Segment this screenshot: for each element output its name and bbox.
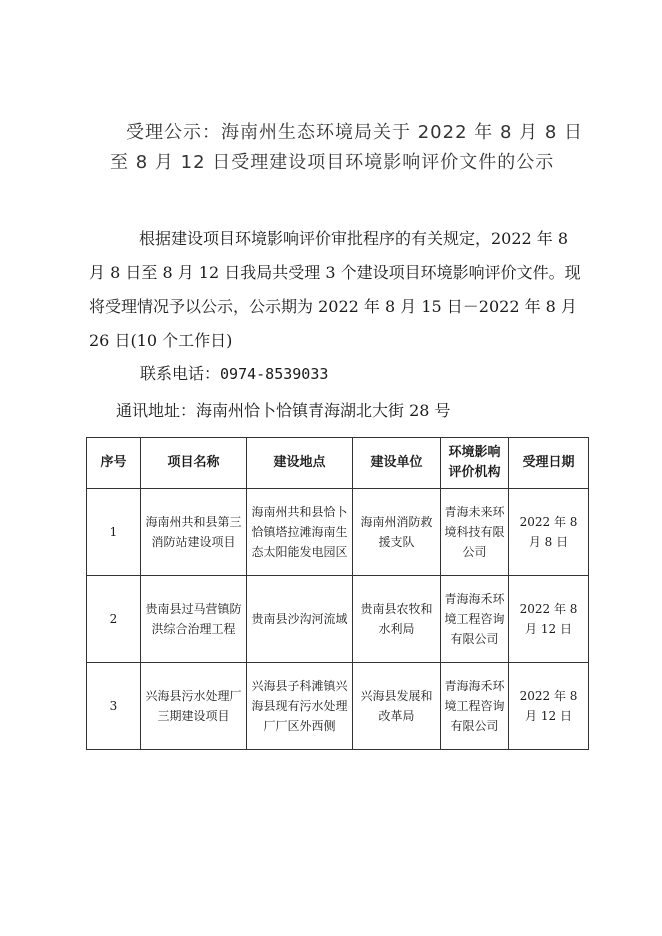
notice-title [80, 118, 600, 178]
column-header-seq: 序号 [87, 438, 141, 489]
contact-phone-line [140, 362, 328, 386]
column-header-location: 建设地点 [247, 438, 353, 489]
column-header-date: 受理日期 [509, 438, 589, 489]
cell-agency: 青海未来环境科技有限公司 [441, 489, 509, 576]
cell-agency: 青海海禾环境工程咨询有限公司 [441, 576, 509, 663]
column-header-project: 项目名称 [141, 438, 247, 489]
cell-location: 贵南县沙沟河流域 [247, 576, 353, 663]
cell-project: 兴海县污水处理厂三期建设项目 [141, 663, 247, 750]
cell-seq: 2 [87, 576, 141, 663]
table-row [87, 489, 589, 576]
cell-agency: 青海海禾环境工程咨询有限公司 [441, 663, 509, 750]
column-header-agency: 环境影响评价机构 [441, 438, 509, 489]
projects-table [86, 437, 589, 750]
cell-unit: 海南州消防救援支队 [353, 489, 441, 576]
table-row [87, 663, 589, 750]
notice-title-line-1: 受理公示：海南州生态环境局关于 2022 年 8 月 8 日 [126, 122, 584, 143]
contact-phone-label: 联系电话： [140, 364, 221, 383]
contact-phone-number: 0974-8539033 [220, 365, 329, 383]
notice-title-line-2: 至 8 月 12 日受理建设项目环境影响评价文件的公示 [110, 152, 555, 173]
mailing-address: 通讯地址：海南州恰卜恰镇青海湖北大街 28 号 [116, 401, 451, 420]
cell-location: 兴海县子科滩镇兴海县现有污水处理厂厂区外西侧 [247, 663, 353, 750]
cell-location: 海南州共和县恰卜恰镇塔拉滩海南生态太阳能发电园区 [247, 489, 353, 576]
cell-project: 海南州共和县第三消防站建设项目 [141, 489, 247, 576]
cell-unit: 兴海县发展和改革局 [353, 663, 441, 750]
cell-project: 贵南县过马营镇防洪综合治理工程 [141, 576, 247, 663]
table-row [87, 576, 589, 663]
cell-unit: 贵南县农牧和水利局 [353, 576, 441, 663]
cell-date: 2022 年 8 月 12 日 [509, 663, 589, 750]
column-header-unit: 建设单位 [353, 438, 441, 489]
cell-seq: 1 [87, 489, 141, 576]
cell-seq: 3 [87, 663, 141, 750]
table-header-row [87, 438, 589, 489]
cell-date: 2022 年 8 月 12 日 [509, 576, 589, 663]
cell-date: 2022 年 8 月 8 日 [509, 489, 589, 576]
notice-body [89, 222, 589, 358]
notice-body-text: 根据建设项目环境影响评价审批程序的有关规定，2022 年 8 月 8 日至 8 月 12 日我局共受理 3 个建设项目环境影响评价文件。现将受理情况予以公示，公示期为 2022 年 8 月 15 日－2022 年 8 月 26 日(10 个工作日) [89, 229, 581, 350]
